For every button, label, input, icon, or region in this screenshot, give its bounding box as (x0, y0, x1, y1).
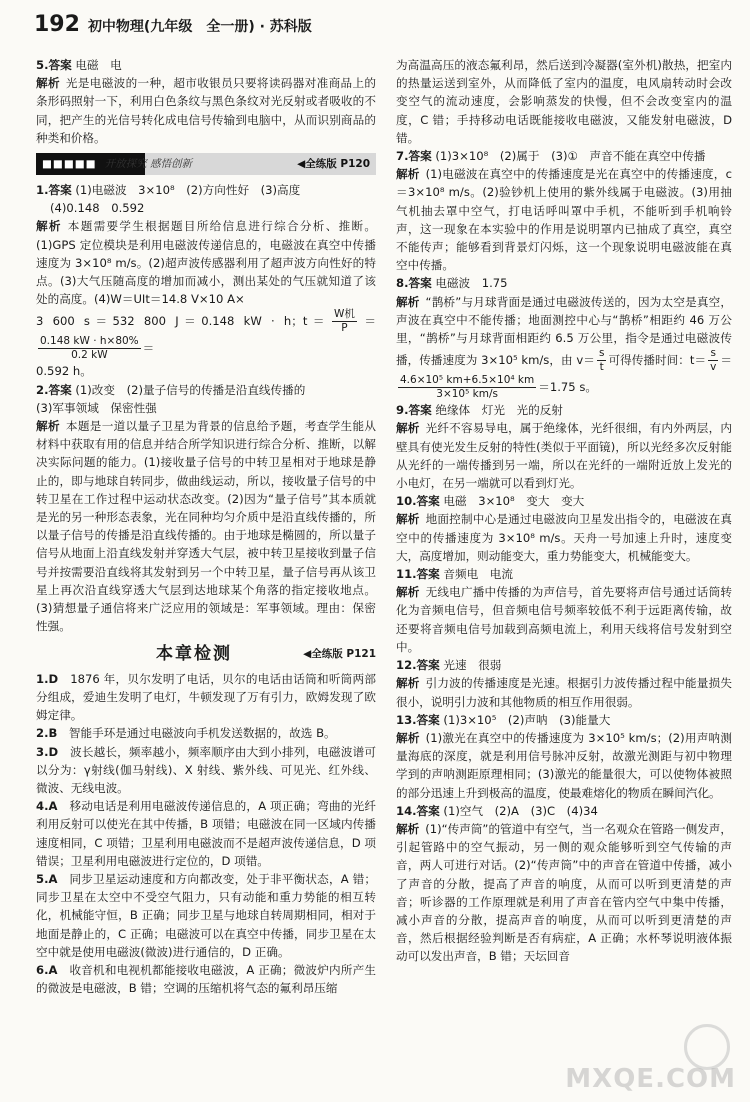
right-column (396, 56, 732, 1086)
formula-fraction: $\frac{s}{v}$ (710, 347, 717, 374)
test-item: 2.B 智能手环是通过电磁波向手机发送数据的，故选 B。 (36, 726, 336, 741)
banner-label: ■■■■■ (42, 157, 97, 170)
answer-block-9: 9.答案 绝缘体 灯光 光的反射 解析 光纤不容易导电，属于绝缘体，光纤很细，有内外两层，内壁具有使光发生反射的特性(类似于平面镜)，所以光经多次反射能从光纤的一端传播到另一端，所以在光纤的一端附近放上发光的小电灯，在另一端就可以看到灯光。 (396, 403, 732, 491)
section-ref: ◀全练版 P121 (303, 648, 376, 661)
test-item: 4.A 移动电话是利用电磁波传递信息的，A 项正确；弯曲的光纤利用反射可以使光在其中传播，B 项错；电磁波在同一区域内传播速度相同，C 项错；卫星利用电磁波而不是超声波传递信息，D 项错误；卫星利用电磁波进行定位的，D 项错。 (36, 799, 376, 868)
banner-ref: ◀全练版 P120 (297, 157, 370, 170)
page-header (34, 12, 312, 42)
book-title: 初中物理(九年级 全一册) · 苏科版 (87, 19, 312, 35)
banner-subtitle: 开放探究 感悟创新 (104, 157, 192, 170)
test-item: 3.D 波长越长，频率越小，频率顺序由大到小排列，电磁波谱可以分为：γ射线(伽马射线)、X 射线、紫外线、可见光、红外线、微波、无线电波。 (36, 744, 376, 795)
formula-fraction: $\frac{\text{W机}}{P}$ (334, 308, 355, 335)
answer-block-7: 7.答案 (1)3×10⁸ (2)属于 (3)① 声音不能在真空中传播 解析 (1)电磁波在真空中的传播速度是光在真空中的传播速度，c＝3×10⁸ m/s。(2)验钞机上使用的紫外线属于电磁波。(3)用抽气机抽去罩中空气，打电话呼叫罩中手机，不能听到手机响铃声，这一现象在本实验中的作用是说明罩内已抽成了真空，真空不能传声；能够看到背景灯闪烁，这一个现象说明电磁波能在真空中传播。 (396, 149, 732, 273)
watermark: MXQE.COM (565, 1064, 736, 1094)
test-item: 1.D 1876 年，贝尔发明了电话，贝尔的电话由话筒和听筒两部分组成，爱迪生发明了电灯，牛顿发现了万有引力，欧姆发现了欧姆定律。 (36, 671, 376, 723)
answer-block-12: 12.答案 光速 很弱 解析 引力波的传播速度是光速。根据引力波传播过程中能量损失很小，说明引力波和其他物质的相互作用很弱。 (396, 658, 732, 709)
answer-block-5: 5.答案 电磁 电 解析 光是电磁波的一种，超市收银员只要将读码器对准商品上的条形码照射一下，利用白色条纹与黑色条纹对光反射或者吸收的不同，把产生的光信号转化成电信号传输到电脑中，从而识别商品的种类和价格。 (36, 58, 376, 145)
answer-block-8: 8.答案 电磁波 1.75 解析 “鹊桥”与月球背面是通过电磁波传送的，因为太空是真空，声波在真空中不能传播；地面测控中心与“鹊桥”相距约 46 万公里，“鹊桥”与月球背面相距约 6.5 万公里，指令是通过电磁波传播，传播速度为 3×10⁵ km/s，由 v＝ $\frac{s}{t}$ 可得传播时间：t＝ $\frac{s}{v}$ ＝ $\frac{\text{4.6×10⁵ km+6.5×10⁴ km}}{\text{3×10⁵ km/s}}$ ＝1.75 s。 (396, 276, 732, 401)
answer-block-14: 14.答案 (1)空气 (2)A (3)C (4)34 解析 (1)“传声筒”的管道中有空气，当一名观众在管路一侧发声，引起管路中的空气振动，另一侧的观众能够听到空气传输的声音，两人可进行对话。(2)“传声筒”中的声音在管道中传播，减小了声音的分散，提高了声音的响度，从而可以听到更清楚的声音；听诊器的工作原理就是利用了声音在管内空气中集中传播，减小声音的分散，提高声音的响度，从而可以听到更清楚的声音，然后根据经验判断是否有病症，A 正确；水杯琴说明液体振动可以发出声音，B 错；天坛回音 (396, 803, 732, 964)
answer-block-11: 11.答案 音频电 电流 解析 无线电广播中传播的为声信号，首先要将声信号通过话筒转化为音频电信号，但音频电信号频率较低不利于远距离传输，故还要将音频电信号加载到高频电流上，利用天线将信号发射到空中。 (396, 567, 732, 654)
test-items (36, 670, 376, 998)
chapter-test-heading (36, 645, 376, 663)
continuation-text: 为高温高压的液态氟利昂，然后送到冷凝器(室外机)散热，把室内的热量运送到室外，从而降低了室内的温度，电风扇转动时会改变空气的流动速度，会影响蒸发的快慢，但不会改变室内的温度，C 错；手持移动电话既能接收电磁波，又能发射电磁波，D 错。 (396, 58, 732, 145)
answer-block-10: 10.答案 电磁 3×10⁸ 变大 变大 解析 地面控制中心是通过电磁波向卫星发出指令的，电磁波在真空中的传播速度为 3×10⁸ m/s。天舟一号加速上升时，速度变大，高度增加，则动能变大，重力势能变大，机械能变大。 (396, 494, 732, 563)
answer-block-2: 2.答案 (1)改变 (2)量子信号的传播是沿直线传播的 (3)军事领域 保密性强 解析 本题是一道以量子卫星为背景的信息给予题，考查学生能从材料中获取有用的信息并结合所学知识进行综合分析、推断，以解决实际问题的能力。(1)接收量子信号的中转卫星相对于地球是静止的，即与地球自转同步，做曲线运动，所以，接收量子信号的中转卫星在工作过程中运动状态改变。(2)因为“量子信号”其本质就是光的另一种形态表象，光在同种均匀介质中是沿直线传播的，所以量子信号的传播是沿直线传播的。由于地球是椭圆的，所以量子信号从地面上沿直线发射并穿透大气层，被中转卫星接收到量子信号并按需要沿直线将其发射到另一个中转卫星，量子信号再从该卫星上再次沿直线穿透大气层到达地球某个角落的指定接收地点。(3)猜想量子通信将来广泛应用的领域是：军事领域。理由：保密性强。 (36, 382, 376, 634)
answer-block-1: 1.答案 (1)电磁波 3×10⁸ (2)方向性好 (3)高度 (4)0.148 0.592 解析 本题需要学生根据题目所给信息进行综合分析、推断。(1)GPS 定位模块是利用电磁波传递信息的，电磁波在真空中传播速度为 3×10⁸ m/s。(2)超声波传感器利用了超声波方向性好的特点。(3)大气压随高度的增加而减小，测出某处的气压就知道了该处的高度。(4)W＝UIt＝14.8 V×10 A× 3 600 s＝532 800 J＝0.148 kW · h；t＝ $\frac{\text{W机}}{P}$ ＝ $\frac{0.148 kW \cdot h\times 80\%}{0.2 kW}$ ＝ 0.592 h。 (36, 183, 376, 379)
formula-fraction: $\frac{\text{4.6×10⁵ km+6.5×10⁴ km}}{\text{3×10⁵ km/s}}$ (400, 374, 535, 401)
answer-block-13: 13.答案 (1)3×10⁵ (2)声呐 (3)能量大 解析 (1)激光在真空中的传播速度为 3×10⁵ km/s；(2)用声呐测量海底的深度，就是利用信号脉冲反射，故激光测距与初中物理学到的声呐测距原理相同；(3)激光的能量很大，可以使物体被照的部分迅速上升到极高的温度，使最难熔化的物质在瞬间汽化。 (396, 712, 732, 800)
section-title: 本章检测 (156, 644, 232, 665)
test-item: 6.A 收音机和电视机都能接收电磁波，A 正确；微波炉内所产生的微波是电磁波，B 错；空调的压缩机将气态的氟利昂压缩 (36, 962, 376, 996)
formula-fraction: $\frac{s}{t}$ (598, 347, 605, 374)
page-number: 192 (34, 12, 80, 37)
formula-fraction: $\frac{0.148 kW \cdot h\times 80\%}{0.2 kW}$ (40, 335, 139, 362)
section-banner (36, 153, 376, 175)
left-column (36, 56, 376, 1086)
test-item: 5.A 同步卫星运动速度和方向都改变，处于非平衡状态，A 错；同步卫星在太空中不受空气阻力，只有动能和重力势能的相互转化，机械能守恒，B 正确；同步卫星与地球自转周期相同，相对于地面是静止的，C 正确；电磁波可以在真空中传播，同步卫星在太空中就是使用电磁波(微波)进行通信的，D 正确。 (36, 871, 376, 959)
